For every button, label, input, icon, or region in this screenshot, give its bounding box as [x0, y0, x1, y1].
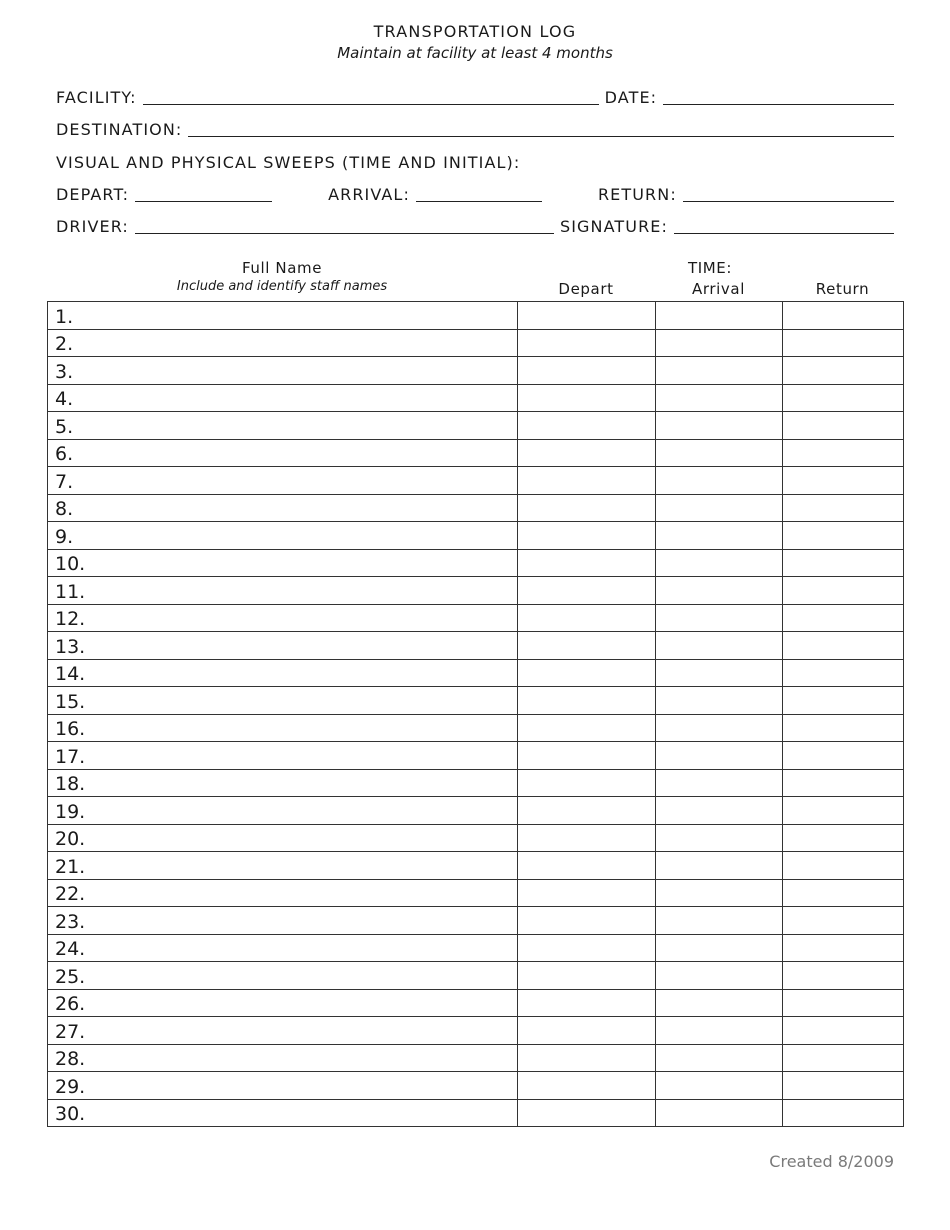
- name-cell[interactable]: 19.: [48, 797, 518, 825]
- arrival-cell[interactable]: [656, 714, 783, 742]
- full-name-subheader: Include and identify staff names: [176, 279, 388, 294]
- depart-column-header: Depart: [558, 280, 614, 298]
- arrival-cell[interactable]: [656, 549, 783, 577]
- return-cell[interactable]: [783, 439, 904, 467]
- sweeps-row: [56, 151, 894, 173]
- table-row: [48, 522, 904, 550]
- table-row: [48, 907, 904, 935]
- depart-cell[interactable]: [518, 879, 656, 907]
- arrival-cell[interactable]: [656, 357, 783, 385]
- arrival-cell[interactable]: [656, 577, 783, 605]
- depart-cell[interactable]: [518, 302, 656, 330]
- table-row: [48, 1017, 904, 1045]
- depart-cell[interactable]: [518, 439, 656, 467]
- return-cell[interactable]: [783, 467, 904, 495]
- arrival-cell[interactable]: [656, 384, 783, 412]
- depart-cell[interactable]: [518, 604, 656, 632]
- arrival-cell[interactable]: [656, 962, 783, 990]
- return-cell[interactable]: [783, 907, 904, 935]
- arrival-cell[interactable]: [656, 934, 783, 962]
- table-row: [48, 687, 904, 715]
- return-cell[interactable]: [783, 934, 904, 962]
- depart-cell[interactable]: [518, 632, 656, 660]
- signature-field[interactable]: [674, 215, 894, 234]
- arrival-cell[interactable]: [656, 1044, 783, 1072]
- return-cell[interactable]: [783, 632, 904, 660]
- return-cell[interactable]: [783, 769, 904, 797]
- name-cell[interactable]: 1.: [48, 302, 518, 330]
- table-row: [48, 879, 904, 907]
- return-cell[interactable]: [783, 494, 904, 522]
- name-cell[interactable]: 7.: [48, 467, 518, 495]
- arrival-cell[interactable]: [656, 1072, 783, 1100]
- sweeps-label: VISUAL AND PHYSICAL SWEEPS (TIME AND INITIAL):: [56, 153, 521, 172]
- table-row: [48, 412, 904, 440]
- facility-field[interactable]: [143, 86, 599, 105]
- depart-cell[interactable]: [518, 852, 656, 880]
- depart-cell[interactable]: [518, 329, 656, 357]
- depart-cell[interactable]: [518, 1072, 656, 1100]
- destination-label: DESTINATION:: [56, 120, 183, 139]
- name-cell[interactable]: 2.: [48, 329, 518, 357]
- return-cell[interactable]: [783, 384, 904, 412]
- created-date: Created 8/2009: [769, 1152, 894, 1171]
- return-cell[interactable]: [783, 714, 904, 742]
- name-cell[interactable]: 16.: [48, 714, 518, 742]
- arrival-cell[interactable]: [656, 824, 783, 852]
- arrival-label: ARRIVAL:: [328, 185, 410, 204]
- return-cell[interactable]: [783, 604, 904, 632]
- document-title: TRANSPORTATION LOG: [373, 22, 577, 41]
- full-name-header: Full Name: [241, 259, 323, 277]
- table-row: [48, 384, 904, 412]
- name-cell[interactable]: 15.: [48, 687, 518, 715]
- depart-cell[interactable]: [518, 962, 656, 990]
- table-row: [48, 439, 904, 467]
- return-cell[interactable]: [783, 962, 904, 990]
- depart-cell[interactable]: [518, 797, 656, 825]
- facility-label: FACILITY:: [56, 88, 137, 107]
- name-cell[interactable]: 6.: [48, 439, 518, 467]
- arrival-cell[interactable]: [656, 467, 783, 495]
- name-cell[interactable]: 23.: [48, 907, 518, 935]
- arrival-field[interactable]: [416, 183, 542, 202]
- facility-date-row: [56, 86, 894, 108]
- table-row: [48, 934, 904, 962]
- arrival-cell[interactable]: [656, 302, 783, 330]
- name-cell[interactable]: 17.: [48, 742, 518, 770]
- name-cell[interactable]: 27.: [48, 1017, 518, 1045]
- name-cell[interactable]: 9.: [48, 522, 518, 550]
- arrival-cell[interactable]: [656, 329, 783, 357]
- table-row: [48, 962, 904, 990]
- depart-cell[interactable]: [518, 687, 656, 715]
- depart-cell[interactable]: [518, 384, 656, 412]
- depart-cell[interactable]: [518, 907, 656, 935]
- return-cell[interactable]: [783, 687, 904, 715]
- driver-field[interactable]: [135, 215, 554, 234]
- arrival-cell[interactable]: [656, 439, 783, 467]
- name-cell[interactable]: 3.: [48, 357, 518, 385]
- arrival-cell[interactable]: [656, 412, 783, 440]
- name-cell[interactable]: 30.: [48, 1099, 518, 1127]
- name-cell[interactable]: 25.: [48, 962, 518, 990]
- table-row: [48, 604, 904, 632]
- name-cell[interactable]: 21.: [48, 852, 518, 880]
- name-cell[interactable]: 24.: [48, 934, 518, 962]
- depart-cell[interactable]: [518, 824, 656, 852]
- depart-cell[interactable]: [518, 989, 656, 1017]
- arrival-cell[interactable]: [656, 522, 783, 550]
- table-row: [48, 494, 904, 522]
- depart-cell[interactable]: [518, 659, 656, 687]
- return-label: RETURN:: [597, 185, 677, 204]
- return-cell[interactable]: [783, 989, 904, 1017]
- document-subtitle: Maintain at facility at least 4 months: [337, 44, 613, 62]
- depart-cell[interactable]: [518, 714, 656, 742]
- arrival-cell[interactable]: [656, 797, 783, 825]
- date-field[interactable]: [663, 86, 894, 105]
- arrival-cell[interactable]: [656, 989, 783, 1017]
- sweep-times-row: [56, 183, 894, 205]
- table-row: [48, 632, 904, 660]
- arrival-cell[interactable]: [656, 687, 783, 715]
- return-cell[interactable]: [783, 1017, 904, 1045]
- return-cell[interactable]: [783, 659, 904, 687]
- return-cell[interactable]: [783, 412, 904, 440]
- name-cell[interactable]: 13.: [48, 632, 518, 660]
- table-row: [48, 1044, 904, 1072]
- name-cell[interactable]: 28.: [48, 1044, 518, 1072]
- destination-field[interactable]: [188, 118, 894, 137]
- depart-cell[interactable]: [518, 1099, 656, 1127]
- return-cell[interactable]: [783, 357, 904, 385]
- name-cell[interactable]: 22.: [48, 879, 518, 907]
- return-cell[interactable]: [783, 329, 904, 357]
- depart-cell[interactable]: [518, 1017, 656, 1045]
- return-cell[interactable]: [783, 852, 904, 880]
- table-row: [48, 989, 904, 1017]
- driver-signature-row: [56, 215, 894, 237]
- table-row: [48, 467, 904, 495]
- arrival-cell[interactable]: [656, 852, 783, 880]
- table-row: [48, 1099, 904, 1127]
- depart-cell[interactable]: [518, 769, 656, 797]
- arrival-cell[interactable]: [656, 494, 783, 522]
- date-label: DATE:: [604, 88, 658, 107]
- name-cell[interactable]: 18.: [48, 769, 518, 797]
- table-row: [48, 742, 904, 770]
- table-row: [48, 714, 904, 742]
- return-cell[interactable]: [783, 1072, 904, 1100]
- name-cell[interactable]: 26.: [48, 989, 518, 1017]
- depart-cell[interactable]: [518, 522, 656, 550]
- table-row: [48, 302, 904, 330]
- name-cell[interactable]: 12.: [48, 604, 518, 632]
- arrival-cell[interactable]: [656, 907, 783, 935]
- return-cell[interactable]: [783, 577, 904, 605]
- arrival-cell[interactable]: [656, 742, 783, 770]
- depart-cell[interactable]: [518, 412, 656, 440]
- depart-cell[interactable]: [518, 934, 656, 962]
- table-row: [48, 797, 904, 825]
- destination-row: [56, 118, 894, 140]
- return-cell[interactable]: [783, 1044, 904, 1072]
- time-header: TIME:: [687, 259, 733, 277]
- depart-cell[interactable]: [518, 357, 656, 385]
- table-row: [48, 769, 904, 797]
- name-cell[interactable]: 4.: [48, 384, 518, 412]
- arrival-cell[interactable]: [656, 632, 783, 660]
- table-row: [48, 659, 904, 687]
- driver-label: DRIVER:: [56, 217, 129, 236]
- return-cell[interactable]: [783, 522, 904, 550]
- table-row: [48, 577, 904, 605]
- table-row: [48, 549, 904, 577]
- table-row: [48, 357, 904, 385]
- return-cell[interactable]: [783, 302, 904, 330]
- name-cell[interactable]: 11.: [48, 577, 518, 605]
- arrival-cell[interactable]: [656, 1017, 783, 1045]
- depart-label: DEPART:: [56, 185, 130, 204]
- name-cell[interactable]: 5.: [48, 412, 518, 440]
- depart-cell[interactable]: [518, 467, 656, 495]
- signature-label: SIGNATURE:: [559, 217, 668, 236]
- depart-cell[interactable]: [518, 494, 656, 522]
- return-field[interactable]: [683, 183, 894, 202]
- table-row: [48, 1072, 904, 1100]
- arrival-column-header: Arrival: [692, 280, 745, 298]
- table-row: [48, 824, 904, 852]
- arrival-cell[interactable]: [656, 769, 783, 797]
- depart-cell[interactable]: [518, 742, 656, 770]
- name-cell[interactable]: 20.: [48, 824, 518, 852]
- table-row: [48, 852, 904, 880]
- return-column-header: Return: [815, 280, 870, 298]
- log-table-body: [48, 302, 904, 1127]
- name-cell[interactable]: 8.: [48, 494, 518, 522]
- return-cell[interactable]: [783, 549, 904, 577]
- depart-cell[interactable]: [518, 577, 656, 605]
- return-cell[interactable]: [783, 824, 904, 852]
- name-cell[interactable]: 14.: [48, 659, 518, 687]
- return-cell[interactable]: [783, 879, 904, 907]
- return-cell[interactable]: [783, 742, 904, 770]
- arrival-cell[interactable]: [656, 879, 783, 907]
- return-cell[interactable]: [783, 797, 904, 825]
- transportation-log-table: [47, 301, 904, 1127]
- arrival-cell[interactable]: [656, 1099, 783, 1127]
- depart-field[interactable]: [135, 183, 272, 202]
- arrival-cell[interactable]: [656, 659, 783, 687]
- arrival-cell[interactable]: [656, 604, 783, 632]
- return-cell[interactable]: [783, 1099, 904, 1127]
- depart-cell[interactable]: [518, 549, 656, 577]
- depart-cell[interactable]: [518, 1044, 656, 1072]
- table-row: [48, 329, 904, 357]
- name-cell[interactable]: 29.: [48, 1072, 518, 1100]
- name-cell[interactable]: 10.: [48, 549, 518, 577]
